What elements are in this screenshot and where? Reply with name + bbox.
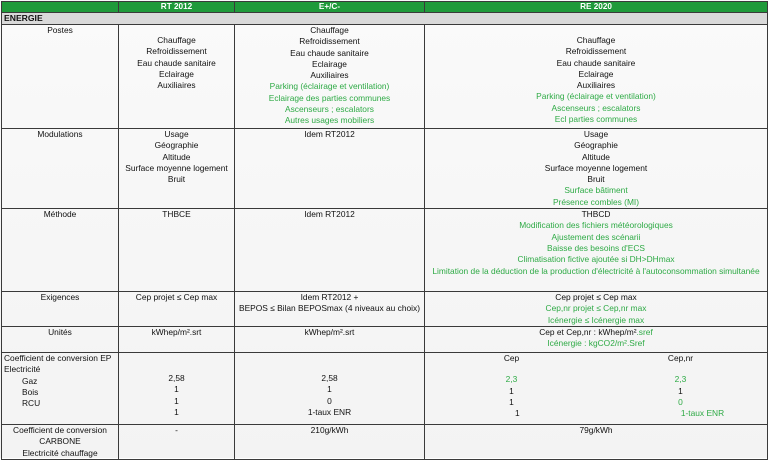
modulations-re2020-new-item: Présence combles (MI) [552, 196, 640, 207]
postes-ec-new-item: Parking (éclairage et ventilation) [269, 81, 390, 92]
conversion-row-label: RCU [22, 398, 41, 409]
modulations-rt2012-item: Usage [164, 129, 189, 139]
exigences-ec-item: BEPOS ≤ Bilan BEPOSmax (4 niveaux au choix) [238, 303, 420, 314]
modulations-rt2012-item: Bruit [167, 174, 186, 185]
postes-re2020-item: Refroidissement [565, 46, 627, 57]
postes-ec-new-item: Autres usages mobiliers [284, 115, 375, 126]
conversion-re2020-cep-value: 1 [515, 408, 520, 419]
methode-re2020-new-item: Limitation de la déduction de la production d'électricité à l'autoconsommation simultanée [432, 265, 760, 276]
label-carbone [2, 425, 119, 460]
postes-ec-item: Eau chaude sanitaire [290, 47, 369, 58]
modulations-re2020-item: Altitude [582, 151, 610, 162]
conversion-row-label: Gaz [22, 375, 38, 386]
conversion-ec-value: 0 [327, 395, 332, 406]
conversion-row-label: Bois [22, 386, 39, 397]
modulations-rt2012 [119, 129, 235, 209]
modulations-re2020-item: Usage [583, 129, 609, 139]
row-carbone [2, 425, 768, 460]
postes-rt2012-item: Chauffage [157, 35, 196, 45]
conversion-ec [235, 353, 425, 425]
methode-re2020-new-item: Baisse des besoins d'ECS [547, 242, 645, 253]
header-ec: E+/C- [235, 2, 425, 13]
methode-rt2012: THBCE [119, 209, 235, 292]
header-rt2012: RT 2012 [119, 2, 235, 13]
conversion-re2020-cepnr-value: 1 [678, 385, 683, 396]
unites-re2020-main-suffix: .sref [636, 327, 653, 338]
unites-re2020-main-text: Cep et Cep,nr : kWhep/m² [539, 327, 637, 338]
unites-ec: kWhep/m².srt [235, 327, 425, 353]
label-unites: Unités [2, 327, 119, 353]
conversion-re2020-cep-value: 2,3 [505, 374, 518, 385]
conversion-re2020-cep-value: 1 [509, 396, 514, 407]
carbone-label-line: Electricité chauffage [22, 447, 98, 458]
row-exigences [2, 292, 768, 327]
row-postes [2, 25, 768, 129]
conversion-re2020-cep-value: 1 [509, 385, 514, 396]
postes-ec-new-item: Ascenseurs ; escalators [285, 104, 374, 115]
exigences-ec [235, 292, 425, 327]
conversion-rt2012-value: 1 [174, 395, 179, 406]
header-row [2, 2, 768, 13]
conversion-rt2012 [119, 353, 235, 425]
modulations-ec: Idem RT2012 [235, 129, 425, 209]
postes-re2020-new-item: Ecl parties communes [554, 114, 638, 125]
methode-re2020-new-item: Climatisation fictive ajoutée si DH>DHmax [517, 254, 675, 265]
postes-rt2012 [119, 25, 235, 129]
conversion-re2020-head-cepnr: Cep,nr [667, 353, 694, 364]
conversion-re2020-row-rcu [427, 397, 765, 408]
methode-re2020-new-item: Modification des fichiers météorologiques [519, 220, 673, 231]
section-title: ENERGIE [2, 13, 768, 25]
conversion-ec-value: 1 [327, 384, 332, 395]
carbone-label-line: Coefficient de conversion [13, 425, 107, 436]
postes-ec [235, 25, 425, 129]
modulations-rt2012-item: Surface moyenne logement [125, 162, 228, 173]
conversion-re2020-cepnr-value: 0 [678, 396, 683, 407]
conversion-rt2012-value: 2,58 [168, 373, 185, 384]
exigences-re2020-new-item: Icénergie ≤ Icénergie max [547, 314, 645, 325]
header-re2020: RE 2020 [425, 2, 768, 13]
header-empty [2, 2, 119, 13]
row-conversion [2, 353, 768, 425]
conversion-re2020-row-last [427, 408, 765, 419]
postes-rt2012-item: Eau chaude sanitaire [137, 57, 216, 68]
unites-rt2012: kWhep/m².srt [119, 327, 235, 353]
postes-rt2012-item: Auxiliaires [157, 80, 196, 91]
postes-re2020-item: Auxiliaires [576, 80, 616, 91]
postes-rt2012-item: Eclairage [159, 68, 194, 79]
conversion-row-label: Electricité [4, 364, 41, 375]
label-methode: Méthode [2, 209, 119, 292]
conversion-re2020-heads [427, 353, 765, 364]
methode-re2020 [425, 209, 768, 292]
carbone-rt2012: - [119, 425, 235, 460]
conversion-title: Coefficient de conversion EP [4, 353, 112, 364]
label-postes: Postes [2, 25, 119, 129]
methode-re2020-new-item: Ajustement des scénarii [551, 231, 641, 242]
postes-ec-item: Eclairage [312, 58, 347, 69]
unites-re2020 [425, 327, 768, 353]
postes-ec-new-item: Eclairage des parties communes [268, 92, 391, 103]
carbone-ec: 210g/kWh [235, 425, 425, 460]
modulations-re2020-item: Surface moyenne logement [544, 162, 648, 173]
postes-ec-item: Auxiliaires [310, 70, 349, 81]
conversion-re2020-cepnr-value: 2,3 [674, 374, 687, 385]
conversion-re2020 [425, 353, 768, 425]
exigences-re2020 [425, 292, 768, 327]
postes-re2020-new-item: Ascenseurs ; escalators [551, 102, 641, 113]
carbone-label-line: CARBONE [39, 436, 81, 447]
unites-re2020-new-item: Icénergie : kgCO2/m².Sref [547, 338, 645, 349]
postes-rt2012-item: Refroidissement [146, 46, 207, 57]
exigences-re2020-main: Cep projet ≤ Cep max [555, 292, 637, 303]
postes-re2020 [425, 25, 768, 129]
exigences-re2020-new-item: Cep,nr projet ≤ Cep,nr max [545, 303, 647, 314]
postes-re2020-item: Eclairage [578, 68, 614, 79]
modulations-rt2012-item: Altitude [162, 151, 191, 162]
modulations-re2020-item: Géographie [574, 140, 618, 151]
conversion-re2020-row-gaz [427, 374, 765, 385]
carbone-re2020: 79g/kWh [425, 425, 768, 460]
modulations-re2020-item: Bruit [587, 174, 605, 185]
unites-re2020-main [427, 327, 765, 338]
conversion-ec-value: 2,58 [321, 373, 338, 384]
methode-re2020-main: THBCD [581, 209, 611, 220]
exigences-ec-item: Idem RT2012 + [300, 292, 359, 303]
row-unites [2, 327, 768, 353]
label-conversion [2, 353, 119, 425]
postes-re2020-item: Chauffage [576, 35, 616, 45]
conversion-re2020-row-bois [427, 386, 765, 397]
modulations-rt2012-item: Géographie [154, 140, 199, 151]
comparison-table [1, 1, 768, 460]
exigences-rt2012: Cep projet ≤ Cep max [119, 292, 235, 327]
row-modulations [2, 129, 768, 209]
label-modulations: Modulations [2, 129, 119, 209]
label-exigences: Exigences [2, 292, 119, 327]
conversion-re2020-head-cep: Cep [503, 353, 520, 364]
row-methode [2, 209, 768, 292]
postes-re2020-new-item: Parking (éclairage et ventilation) [536, 91, 656, 102]
methode-ec: Idem RT2012 [235, 209, 425, 292]
section-row [2, 13, 768, 25]
conversion-ec-value: 1-taux ENR [307, 406, 352, 417]
conversion-rt2012-value: 1 [174, 384, 179, 395]
postes-ec-item: Chauffage [310, 25, 349, 35]
modulations-re2020 [425, 129, 768, 209]
conversion-re2020-cepnr-value: 1-taux ENR [680, 408, 725, 419]
conversion-rt2012-value: 1 [174, 406, 179, 417]
modulations-re2020-new-item: Surface bâtiment [564, 185, 628, 196]
postes-re2020-item: Eau chaude sanitaire [556, 57, 636, 68]
postes-ec-item: Refroidissement [299, 36, 360, 47]
